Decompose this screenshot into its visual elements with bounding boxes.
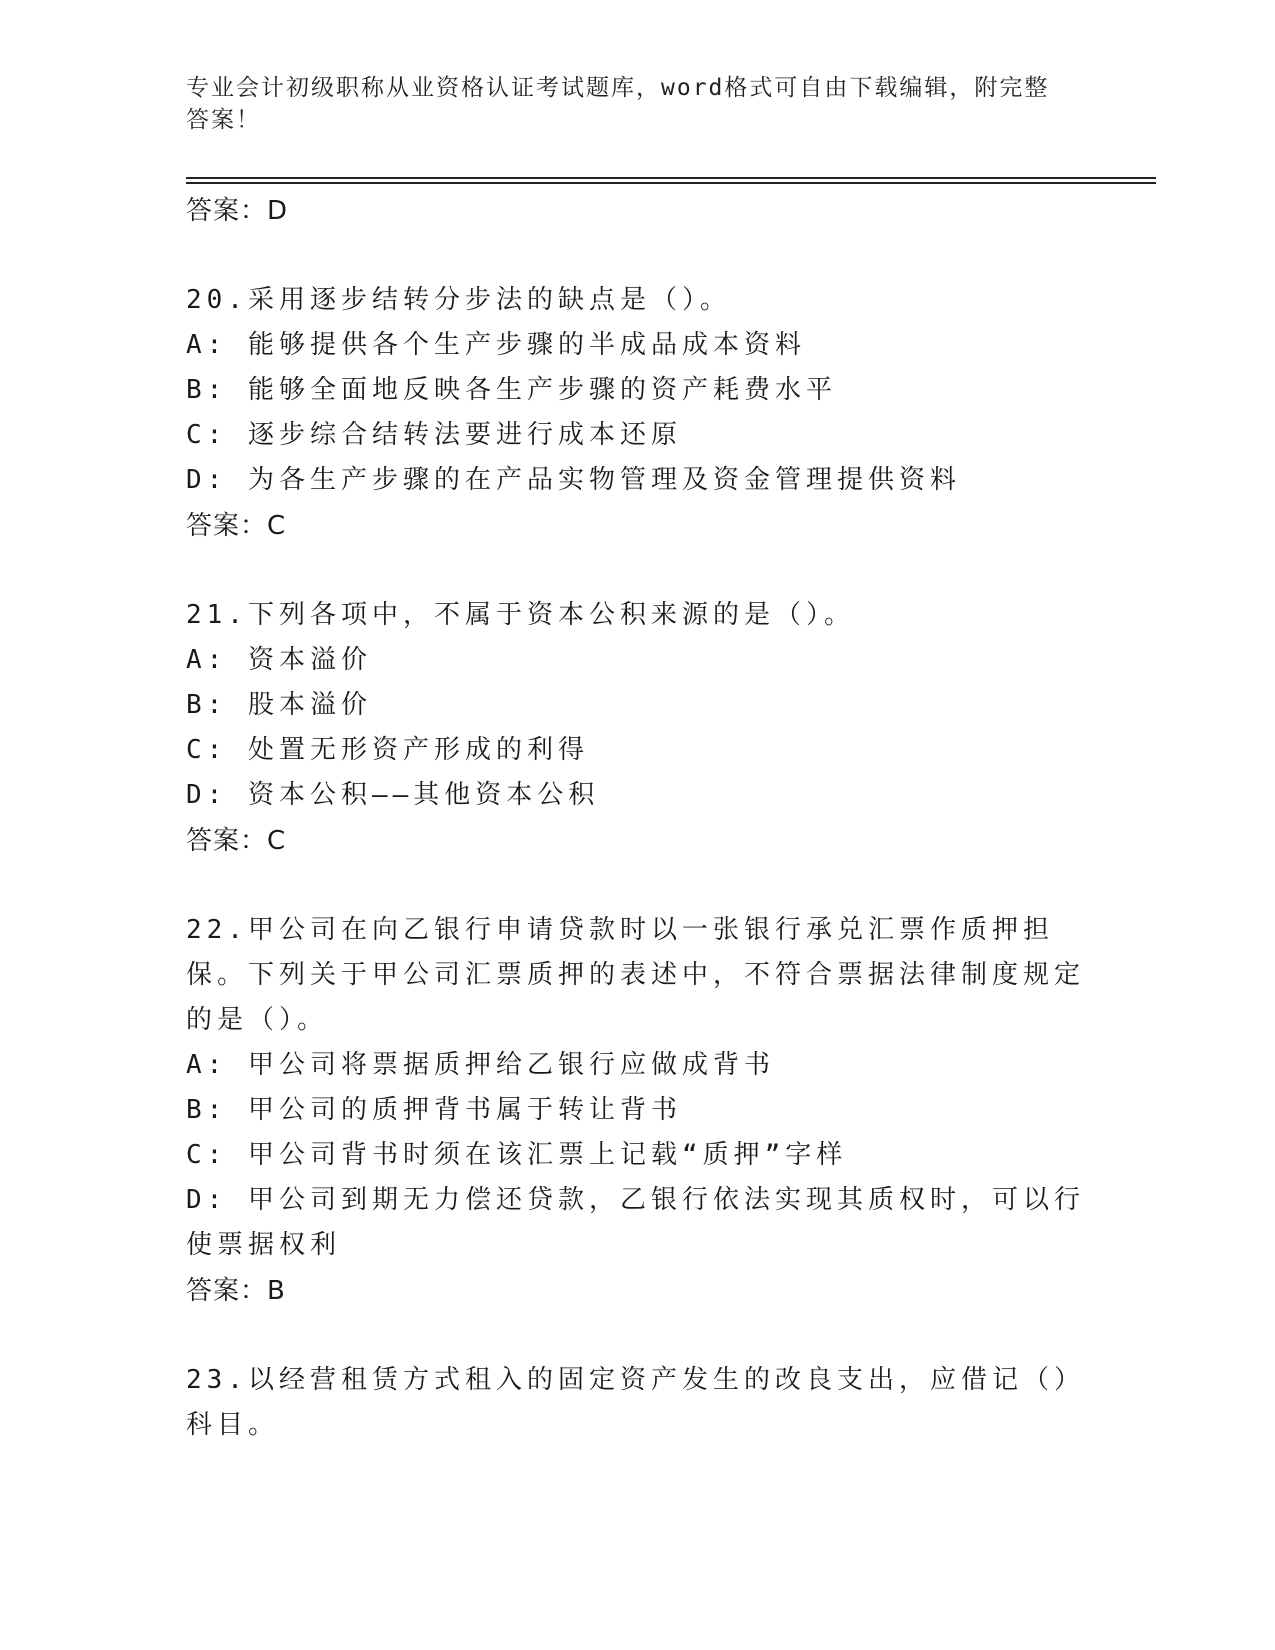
option-a: A: 资本溢价 [186, 645, 372, 675]
question-list [186, 188, 1086, 1448]
question-block-22 [186, 908, 1086, 1314]
question-block-20 [186, 278, 1086, 549]
option-a: A: 能够提供各个生产步骤的半成品成本资料 [186, 330, 806, 360]
question-stem: 22.甲公司在向乙银行申请贷款时以一张银行承兑汇票作质押担保。下列关于甲公司汇票质押的表述中，不符合票据法律制度规定的是（）。 [186, 915, 1086, 1035]
option-c: C: 甲公司背书时须在该汇票上记载“质押”字样 [186, 1140, 848, 1170]
option-b: B: 股本溢价 [186, 690, 372, 720]
question-block-21 [186, 593, 1086, 864]
option-a: A: 甲公司将票据质押给乙银行应做成背书 [186, 1050, 775, 1080]
question-block-23 [186, 1358, 1086, 1448]
option-d: D: 为各生产步骤的在产品实物管理及资金管理提供资料 [186, 465, 961, 495]
option-c: C: 处置无形资产形成的利得 [186, 735, 589, 765]
option-d: D: 资本公积——其他资本公积 [186, 780, 600, 810]
question-stem: 23.以经营租赁方式租入的固定资产发生的改良支出，应借记（）科目。 [186, 1365, 1085, 1440]
answer-line: 答案：C [186, 511, 287, 541]
question-stem: 21.下列各项中，不属于资本公积来源的是（）。 [186, 600, 855, 630]
answer-line: 答案：D [186, 196, 289, 226]
header-divider-top [186, 177, 1156, 179]
option-c: C: 逐步综合结转法要进行成本还原 [186, 420, 682, 450]
question-stem: 20.采用逐步结转分步法的缺点是（）。 [186, 285, 731, 315]
answer-line: 答案：B [186, 1276, 286, 1306]
option-d: D: 甲公司到期无力偿还贷款，乙银行依法实现其质权时，可以行使票据权利 [186, 1185, 1085, 1260]
option-b: B: 甲公司的质押背书属于转让背书 [186, 1095, 682, 1125]
header-divider-bottom [186, 182, 1156, 184]
option-b: B: 能够全面地反映各生产步骤的资产耗费水平 [186, 375, 837, 405]
answer-line: 答案：C [186, 826, 287, 856]
header-note: 专业会计初级职称从业资格认证考试题库，word格式可自由下载编辑，附完整答案！ [186, 75, 1050, 133]
